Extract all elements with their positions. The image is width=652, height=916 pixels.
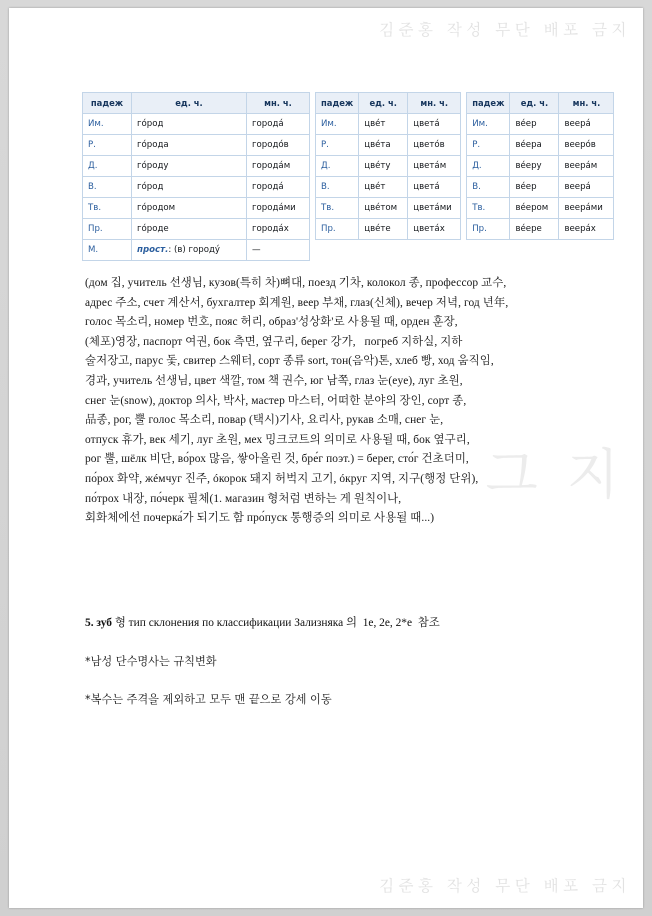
cell-plural: вееро́в	[559, 135, 614, 156]
cell-case: В.	[316, 177, 359, 198]
cell-plural: веера́	[559, 177, 614, 198]
table-row	[316, 156, 461, 177]
declension-table-veer	[466, 92, 614, 240]
column-header-plural: мн. ч.	[247, 93, 310, 114]
cell-case: Д.	[83, 156, 132, 177]
section-heading	[85, 615, 605, 631]
cell-singular: цве́т	[359, 177, 408, 198]
text-line: снег 눈(snow), доктор 의사, 박사, мастер 마스터, 어떠한 분야의 장인, сорт 종,	[85, 394, 467, 407]
register-marker: прост.	[137, 245, 169, 255]
text-line: адрес 주소, счет 계산서, бухгалтер 회계원, веер 부채, глаз(신체), вечер 저녁, год 년年,	[85, 296, 509, 309]
cell-case: Пр.	[467, 219, 510, 240]
cell-singular: ве́ер	[510, 114, 559, 135]
table-body	[316, 114, 461, 240]
table-row	[316, 177, 461, 198]
cell-case: М.	[83, 240, 132, 261]
table-row	[467, 198, 614, 219]
cell-singular: ве́ера	[510, 135, 559, 156]
watermark-top: 김준홍 작성 무단 배포 금지	[379, 21, 631, 39]
column-header-singular: ед. ч.	[359, 93, 408, 114]
text-line: голос 목소리, номер 번호, пояс 허리, образ'성상화'로 사용될 때, орден 훈장,	[85, 316, 458, 329]
cell-case: Р.	[467, 135, 510, 156]
cell-singular: го́род	[132, 114, 247, 135]
cell-case: Им.	[467, 114, 510, 135]
text-line: 경과, учитель 선생님, цвет 색깔, том 책 권수, юг 남쪽, глаз 눈(eye), луг 초원,	[85, 374, 463, 387]
cell-case: Д.	[467, 156, 510, 177]
table-row	[83, 114, 310, 135]
table-header-row	[83, 93, 310, 114]
table-row	[83, 156, 310, 177]
cell-singular: цве́те	[359, 219, 408, 240]
vocabulary-paragraph	[85, 274, 605, 529]
cell-plural: города́м	[247, 156, 310, 177]
cell-plural: цвета́	[408, 114, 461, 135]
table-header-row	[467, 93, 614, 114]
cell-case: В.	[467, 177, 510, 198]
cell-case: Тв.	[83, 198, 132, 219]
cell-case: Пр.	[83, 219, 132, 240]
cell-case: Р.	[316, 135, 359, 156]
text-line: по́трох 내장, по́черк 필체(1. магазин 형처럼 변하는 게 원칙이나,	[85, 492, 402, 505]
section-note: *복수는 주격을 제외하고 모두 맨 끝으로 강세 이동	[85, 693, 332, 706]
cell-singular: го́род	[132, 177, 247, 198]
table-body	[83, 114, 310, 261]
cell-plural: цвета́х	[408, 219, 461, 240]
cell-singular: ве́ером	[510, 198, 559, 219]
cell-plural: города́ми	[247, 198, 310, 219]
cell-singular: ве́ере	[510, 219, 559, 240]
column-header-plural: мн. ч.	[559, 93, 614, 114]
cell-singular: ве́еру	[510, 156, 559, 177]
cell-plural: веера́ми	[559, 198, 614, 219]
declension-table-gorod	[82, 92, 310, 261]
table-body	[467, 114, 614, 240]
cell-case: В.	[83, 177, 132, 198]
table-row	[316, 198, 461, 219]
document-page	[9, 8, 643, 908]
cell-singular: го́родом	[132, 198, 247, 219]
cell-plural: города́	[247, 114, 310, 135]
cell-case: Тв.	[316, 198, 359, 219]
cell-case: Пр.	[316, 219, 359, 240]
declension-table-cvet	[315, 92, 461, 240]
cell-case: Тв.	[467, 198, 510, 219]
cell-plural: веера́	[559, 114, 614, 135]
cell-plural: веера́х	[559, 219, 614, 240]
table-row	[467, 177, 614, 198]
locative-form: : (в) городу́	[168, 245, 220, 255]
column-header-case: падеж	[83, 93, 132, 114]
cell-case: Им.	[316, 114, 359, 135]
table-row	[467, 135, 614, 156]
cell-plural: —	[247, 240, 310, 261]
table-head	[83, 93, 310, 114]
watermark-bottom: 김준홍 작성 무단 배포 금지	[379, 877, 631, 895]
column-header-case: падеж	[467, 93, 510, 114]
cell-singular: цве́ту	[359, 156, 408, 177]
cell-singular: цве́та	[359, 135, 408, 156]
cell-singular: го́роде	[132, 219, 247, 240]
table-row	[83, 135, 310, 156]
table-row	[316, 135, 461, 156]
column-header-singular: ед. ч.	[132, 93, 247, 114]
table-row	[316, 114, 461, 135]
text-line: рог 뿔, шёлк 비단, во́рох 많음, 쌓아올린 것, бре́г поэт.) = берег, сто́г 건초더미,	[85, 453, 469, 466]
table-row	[467, 156, 614, 177]
section-note: *남성 단수명사는 규칙변화	[85, 655, 217, 668]
table-head	[467, 93, 614, 114]
column-header-case: падеж	[316, 93, 359, 114]
column-header-plural: мн. ч.	[408, 93, 461, 114]
table-row	[83, 198, 310, 219]
cell-singular-locative	[132, 240, 247, 261]
cell-singular: цве́том	[359, 198, 408, 219]
cell-plural: городо́в	[247, 135, 310, 156]
table-row	[467, 114, 614, 135]
cell-case: Д.	[316, 156, 359, 177]
cell-singular: цве́т	[359, 114, 408, 135]
table-row	[316, 219, 461, 240]
table-header-row	[316, 93, 461, 114]
cell-plural: города́	[247, 177, 310, 198]
cell-plural: веера́м	[559, 156, 614, 177]
text-line: (체포)영장, паспорт 여권, бок 측면, 옆구리, берег 강가, погреб 지하실, 지하	[85, 335, 463, 348]
watermark-center: 그 지	[485, 443, 625, 506]
text-line: (дом 집, учитель 선생님, кузов(특히 차)뼈대, поезд 기차, колокол 종, профессор 교수,	[85, 277, 507, 289]
cell-case: Р.	[83, 135, 132, 156]
column-header-singular: ед. ч.	[510, 93, 559, 114]
table-head	[316, 93, 461, 114]
text-line: 회화체에선 почерка́가 되기도 함 про́пуск 통행증의 의미로 사용될 때...)	[85, 512, 435, 525]
text-line: 品종, рог, 뿔 голос 목소리, повар (택시)기사, 요리사, рукав 소매, снег 눈,	[85, 414, 444, 427]
text-line: 술저장고, парус 돛, свитер 스웨터, сорт 종류 sort, тон(음악)톤, хлеб 빵, ход 움직임,	[85, 355, 494, 368]
cell-singular: го́роду	[132, 156, 247, 177]
table-row-locative	[83, 240, 310, 261]
text-line: по́рох 화약, жéмчуг 진주, óкорок 돼지 허벅지 고기, óкруг 지역, 지구(행정 단위),	[85, 472, 479, 485]
cell-plural: цвета́м	[408, 156, 461, 177]
table-row	[467, 219, 614, 240]
declension-tables	[82, 92, 614, 261]
cell-plural: цвета́ми	[408, 198, 461, 219]
section-heading-text: 형 тип склонения по классификации Зализняка 의 1e, 2e, 2*e 참조	[111, 617, 440, 629]
section-5	[85, 615, 605, 730]
section-heading-number: 5. зуб	[85, 617, 112, 629]
cell-singular: ве́ер	[510, 177, 559, 198]
cell-plural: цвета́	[408, 177, 461, 198]
table-row	[83, 177, 310, 198]
text-line: отпуск 휴가, век 세기, луг 초원, мех 밍크코트의 의미로 사용될 때, бок 옆구리,	[85, 433, 470, 446]
cell-case: Им.	[83, 114, 132, 135]
cell-plural: города́х	[247, 219, 310, 240]
cell-plural: цвето́в	[408, 135, 461, 156]
table-row	[83, 219, 310, 240]
cell-singular: го́рода	[132, 135, 247, 156]
